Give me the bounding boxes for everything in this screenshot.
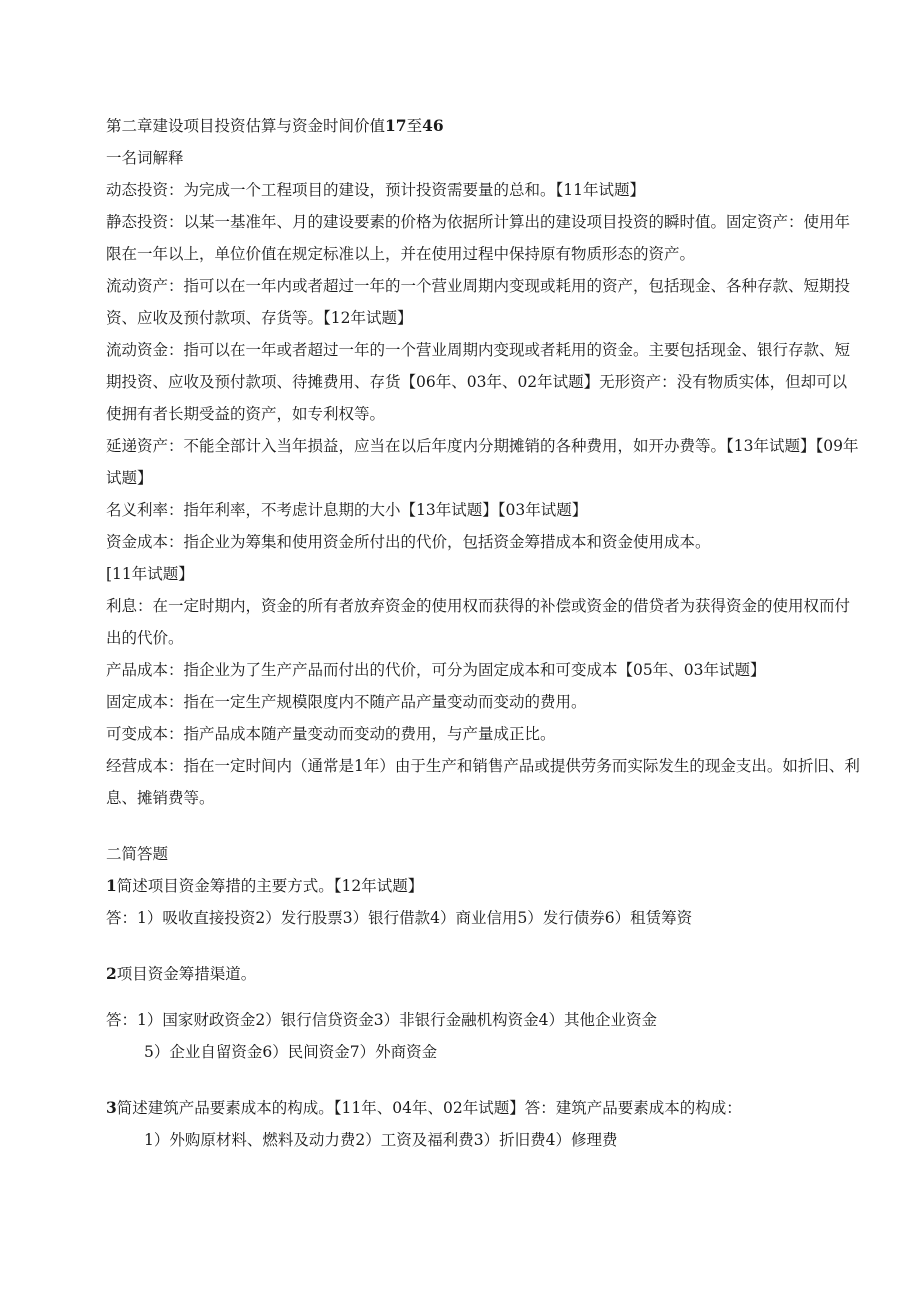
term-dynamic-investment: 动态投资：为完成一个工程项目的建设，预计投资需要量的总和。【11年试题】 [106, 181, 645, 199]
question-1-number: 1 [106, 876, 117, 895]
term-capital-cost-note: [11年试题】 [106, 565, 194, 583]
question-3-text: 简述建筑产品要素成本的构成。【11年、04年、02年试题】答：建筑产品要素成本的构成： [116, 1099, 742, 1117]
chapter-page-start: 17 [385, 116, 407, 135]
term-current-assets: 流动资产：指可以在一年内或者超过一年的一个营业周期内变现或耗用的资产，包括现金、各种存款、短期投资、应收及预付款项、存货等。【12年试题】 [106, 277, 851, 327]
term-interest: 利息：在一定时期内，资金的所有者放弃资金的使用权而获得的补偿或资金的借贷者为获得资金的使用权而付出的代价。 [106, 597, 851, 647]
question-1-text: 简述项目资金筹措的主要方式。【12年试题】 [116, 877, 424, 895]
answer-2-line-1: 答：1）国家财政资金2）银行信贷资金3）非银行金融机构资金4）其他企业资金 [106, 1011, 657, 1029]
chapter-title-mid: 至 [406, 117, 423, 135]
question-1 [106, 870, 860, 902]
chapter-title [106, 110, 860, 142]
section-heading-terms: 一名词解释 [106, 149, 184, 167]
term-product-cost: 产品成本：指企业为了生产产品而付出的代价，可分为固定成本和可变成本【05年、03年试题】 [106, 661, 766, 679]
term-static-investment: 静态投资：以某一基准年、月的建设要素的价格为依据所计算出的建设项目投资的瞬时值。固定资产：使用年限在一年以上，单位价值在规定标准以上，并在使用过程中保持原有物质形态的资产。 [106, 213, 851, 263]
term-deferred-assets: 延递资产：不能全部计入当年损益，应当在以后年度内分期摊销的各种费用，如开办费等。【13年试题】【09年试题】 [106, 437, 859, 487]
section-heading-short-answer: 二简答题 [106, 845, 169, 863]
answer-2-line-2: 5）企业自留资金6）民间资金7）外商资金 [144, 1043, 438, 1061]
chapter-page-end: 46 [422, 116, 444, 135]
term-fixed-cost: 固定成本：指在一定生产规模限度内不随产品产量变动而变动的费用。 [106, 693, 587, 711]
chapter-title-text: 第二章建设项目投资估算与资金时间价值 [106, 117, 386, 135]
answer-1: 答：1）吸收直接投资2）发行股票3）银行借款4）商业信用5）发行债券6）租赁筹资 [106, 909, 693, 927]
term-capital-cost: 资金成本：指企业为筹集和使用资金所付出的代价，包括资金筹措成本和资金使用成本。 [106, 533, 711, 551]
question-3 [106, 1092, 860, 1124]
answer-3-line-1: 1）外购原材料、燃料及动力费2）工资及福利费3）折旧费4）修理费 [144, 1131, 618, 1149]
question-2 [106, 958, 860, 990]
question-2-text: 项目资金筹措渠道。 [116, 965, 257, 983]
question-3-number: 3 [106, 1098, 117, 1117]
term-operating-cost: 经营成本：指在一定时间内（通常是1年）由于生产和销售产品或提供劳务而实际发生的现金支出。如折旧、利息、摊销费等。 [106, 757, 860, 807]
term-working-capital: 流动资金：指可以在一年或者超过一年的一个营业周期内变现或者耗用的资金。主要包括现金、银行存款、短期投资、应收及预付款项、待摊费用、存货【06年、03年、02年试题】无形资产：没有物质实体，但却可以使拥有者长期受益的资产，如专利权等。 [106, 341, 851, 423]
question-2-number: 2 [106, 964, 117, 983]
term-nominal-rate: 名义利率：指年利率，不考虑计息期的大小【13年试题】【03年试题】 [106, 501, 588, 519]
term-variable-cost: 可变成本：指产品成本随产量变动而变动的费用，与产量成正比。 [106, 725, 556, 743]
